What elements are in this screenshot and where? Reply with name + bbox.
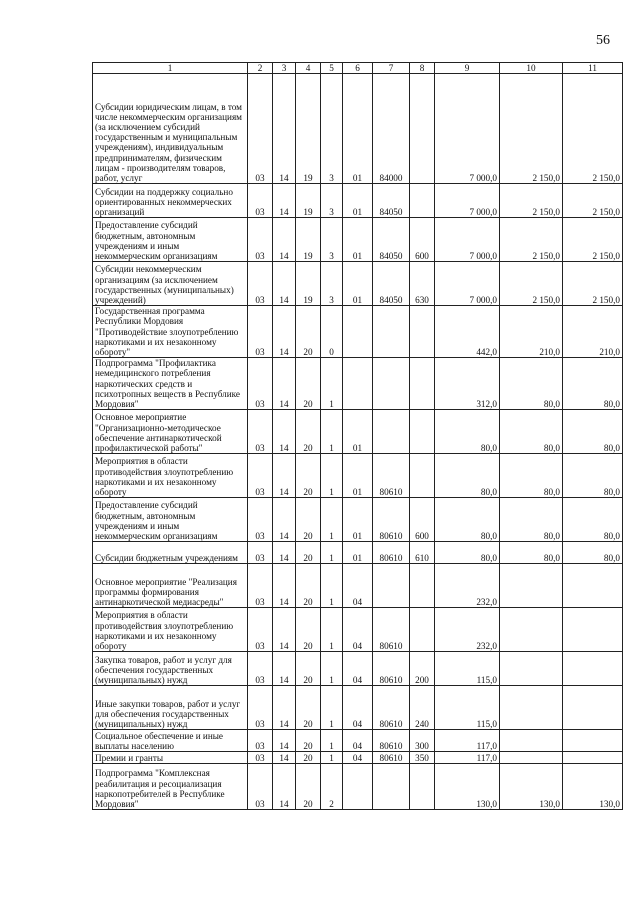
column-5-cell: 2	[321, 764, 343, 810]
column-9-cell: 115,0	[435, 686, 500, 730]
column-4-cell: 19	[296, 74, 321, 184]
column-4-cell: 20	[296, 730, 321, 752]
column-10-cell	[500, 564, 563, 608]
column-4-cell: 19	[296, 184, 321, 218]
column-header-6: 6	[343, 63, 373, 74]
column-2-cell: 03	[248, 358, 273, 410]
column-9-cell: 80,0	[435, 454, 500, 498]
column-3-cell: 14	[273, 652, 296, 686]
column-3-cell: 14	[273, 730, 296, 752]
column-3-cell: 14	[273, 686, 296, 730]
column-3-cell: 14	[273, 218, 296, 262]
column-8-cell	[410, 184, 435, 218]
column-6-cell: 04	[343, 608, 373, 652]
column-11-cell: 210,0	[563, 306, 623, 358]
column-2-cell: 03	[248, 262, 273, 306]
table-row	[93, 262, 623, 306]
header-row	[93, 63, 623, 74]
column-8-cell: 630	[410, 262, 435, 306]
table-row	[93, 358, 623, 410]
column-9-cell: 80,0	[435, 542, 500, 564]
column-4-cell: 20	[296, 454, 321, 498]
column-header-11: 11	[563, 63, 623, 74]
table-body	[93, 74, 623, 810]
column-10-cell: 210,0	[500, 306, 563, 358]
column-2-cell: 03	[248, 184, 273, 218]
column-4-cell: 20	[296, 358, 321, 410]
table-row	[93, 498, 623, 542]
column-7-cell	[373, 358, 410, 410]
row-name-cell: Государственная программа Республики Мордовия "Противодействие злоупотреблению наркотиками и их незаконному обороту"	[93, 306, 248, 358]
column-7-cell: 80610	[373, 608, 410, 652]
column-5-cell: 3	[321, 184, 343, 218]
column-header-9: 9	[435, 63, 500, 74]
column-4-cell: 19	[296, 218, 321, 262]
column-8-cell: 300	[410, 730, 435, 752]
column-3-cell: 14	[273, 454, 296, 498]
column-6-cell: 01	[343, 184, 373, 218]
column-5-cell: 1	[321, 608, 343, 652]
column-2-cell: 03	[248, 218, 273, 262]
column-9-cell: 442,0	[435, 306, 500, 358]
column-8-cell: 610	[410, 542, 435, 564]
column-9-cell: 117,0	[435, 752, 500, 764]
page-number: 56	[596, 33, 610, 48]
column-3-cell: 14	[273, 358, 296, 410]
column-8-cell: 350	[410, 752, 435, 764]
table-row	[93, 608, 623, 652]
table-row	[93, 410, 623, 454]
column-8-cell	[410, 306, 435, 358]
column-2-cell: 03	[248, 454, 273, 498]
column-6-cell: 04	[343, 686, 373, 730]
row-name-cell: Субсидии на поддержку социально ориентированных некоммерческих организаций	[93, 184, 248, 218]
column-10-cell: 80,0	[500, 454, 563, 498]
column-9-cell: 312,0	[435, 358, 500, 410]
column-7-cell	[373, 306, 410, 358]
column-6-cell	[343, 358, 373, 410]
row-name-cell: Мероприятия в области противодействия злоупотреблению наркотиками и их незаконному обороту	[93, 454, 248, 498]
column-5-cell: 3	[321, 218, 343, 262]
column-2-cell: 03	[248, 306, 273, 358]
column-5-cell: 0	[321, 306, 343, 358]
column-4-cell: 20	[296, 752, 321, 764]
row-name-cell: Субсидии некоммерческим организациям (за исключением государственных (муниципальных) учреждений)	[93, 262, 248, 306]
column-9-cell: 80,0	[435, 498, 500, 542]
column-7-cell: 80610	[373, 752, 410, 764]
column-7-cell: 80610	[373, 498, 410, 542]
column-11-cell: 2 150,0	[563, 262, 623, 306]
table-row	[93, 564, 623, 608]
column-2-cell: 03	[248, 652, 273, 686]
column-11-cell: 2 150,0	[563, 218, 623, 262]
column-8-cell	[410, 410, 435, 454]
row-name-cell: Субсидии бюджетным учреждениям	[93, 542, 248, 564]
column-9-cell: 117,0	[435, 730, 500, 752]
column-5-cell: 1	[321, 686, 343, 730]
table-row	[93, 218, 623, 262]
column-2-cell: 03	[248, 608, 273, 652]
column-6-cell: 04	[343, 752, 373, 764]
table-row	[93, 454, 623, 498]
column-header-10: 10	[500, 63, 563, 74]
column-7-cell	[373, 564, 410, 608]
row-name-cell: Предоставление субсидий бюджетным, автономным учреждениям и иным некоммерческим организациям	[93, 218, 248, 262]
column-10-cell: 80,0	[500, 358, 563, 410]
column-8-cell	[410, 764, 435, 810]
column-4-cell: 20	[296, 498, 321, 542]
column-5-cell: 1	[321, 542, 343, 564]
column-5-cell: 1	[321, 498, 343, 542]
table-row	[93, 306, 623, 358]
column-7-cell: 80610	[373, 652, 410, 686]
column-4-cell: 20	[296, 564, 321, 608]
column-7-cell: 80610	[373, 542, 410, 564]
column-10-cell	[500, 730, 563, 752]
row-name-cell: Предоставление субсидий бюджетным, автономным учреждениям и иным некоммерческим организациям	[93, 498, 248, 542]
column-7-cell: 84050	[373, 218, 410, 262]
column-8-cell: 200	[410, 652, 435, 686]
column-2-cell: 03	[248, 730, 273, 752]
column-10-cell: 2 150,0	[500, 218, 563, 262]
row-name-cell: Мероприятия в области противодействия злоупотреблению наркотиками и их незаконному обороту	[93, 608, 248, 652]
column-2-cell: 03	[248, 686, 273, 730]
column-6-cell: 04	[343, 564, 373, 608]
column-5-cell: 1	[321, 454, 343, 498]
column-11-cell: 80,0	[563, 358, 623, 410]
table-row	[93, 730, 623, 752]
column-11-cell	[563, 652, 623, 686]
column-11-cell	[563, 752, 623, 764]
column-5-cell: 1	[321, 410, 343, 454]
column-3-cell: 14	[273, 306, 296, 358]
column-10-cell	[500, 752, 563, 764]
column-11-cell: 2 150,0	[563, 74, 623, 184]
column-3-cell: 14	[273, 262, 296, 306]
column-8-cell	[410, 358, 435, 410]
column-4-cell: 20	[296, 306, 321, 358]
column-3-cell: 14	[273, 764, 296, 810]
budget-table	[92, 62, 623, 810]
column-6-cell	[343, 306, 373, 358]
column-10-cell	[500, 652, 563, 686]
column-7-cell	[373, 764, 410, 810]
column-5-cell: 1	[321, 752, 343, 764]
column-10-cell	[500, 686, 563, 730]
column-11-cell: 80,0	[563, 410, 623, 454]
column-6-cell: 01	[343, 218, 373, 262]
column-11-cell	[563, 608, 623, 652]
column-5-cell: 1	[321, 358, 343, 410]
column-6-cell: 01	[343, 262, 373, 306]
column-6-cell: 01	[343, 542, 373, 564]
column-2-cell: 03	[248, 410, 273, 454]
column-8-cell	[410, 608, 435, 652]
row-name-cell: Подпрограмма "Профилактика немедицинского потребления наркотических средств и психотропных веществ в Республике Мордовия"	[93, 358, 248, 410]
row-name-cell: Закупка товаров, работ и услуг для обеспечения государственных (муниципальных) нужд	[93, 652, 248, 686]
column-5-cell: 1	[321, 730, 343, 752]
column-4-cell: 20	[296, 608, 321, 652]
column-header-8: 8	[410, 63, 435, 74]
column-11-cell: 80,0	[563, 542, 623, 564]
table-row	[93, 686, 623, 730]
column-8-cell	[410, 74, 435, 184]
column-7-cell: 84050	[373, 184, 410, 218]
column-6-cell: 01	[343, 454, 373, 498]
row-name-cell: Подпрограмма "Комплексная реабилитация и ресоциализация наркопотребителей в Республике Мордовия"	[93, 764, 248, 810]
column-8-cell: 600	[410, 498, 435, 542]
column-header-5: 5	[321, 63, 343, 74]
column-3-cell: 14	[273, 608, 296, 652]
column-9-cell: 232,0	[435, 608, 500, 652]
column-4-cell: 19	[296, 262, 321, 306]
column-3-cell: 14	[273, 410, 296, 454]
row-name-cell: Основное мероприятие "Организационно-методическое обеспечение антинаркотической профилактической работы"	[93, 410, 248, 454]
column-8-cell	[410, 454, 435, 498]
column-6-cell	[343, 764, 373, 810]
column-header-2: 2	[248, 63, 273, 74]
column-header-3: 3	[273, 63, 296, 74]
column-2-cell: 03	[248, 764, 273, 810]
column-2-cell: 03	[248, 74, 273, 184]
column-7-cell: 80610	[373, 686, 410, 730]
column-2-cell: 03	[248, 498, 273, 542]
row-name-cell: Социальное обеспечение и иные выплаты населению	[93, 730, 248, 752]
column-4-cell: 20	[296, 652, 321, 686]
column-11-cell: 80,0	[563, 498, 623, 542]
row-name-cell: Иные закупки товаров, работ и услуг для обеспечения государственных (муниципальных) нужд	[93, 686, 248, 730]
column-6-cell: 01	[343, 74, 373, 184]
table-row	[93, 764, 623, 810]
column-header-7: 7	[373, 63, 410, 74]
column-6-cell: 01	[343, 410, 373, 454]
column-3-cell: 14	[273, 564, 296, 608]
column-6-cell: 01	[343, 498, 373, 542]
column-3-cell: 14	[273, 74, 296, 184]
column-header-1: 1	[93, 63, 248, 74]
column-11-cell: 130,0	[563, 764, 623, 810]
column-11-cell	[563, 686, 623, 730]
column-10-cell: 130,0	[500, 764, 563, 810]
column-11-cell: 2 150,0	[563, 184, 623, 218]
column-8-cell: 240	[410, 686, 435, 730]
column-10-cell: 80,0	[500, 410, 563, 454]
column-10-cell: 80,0	[500, 498, 563, 542]
column-6-cell: 04	[343, 730, 373, 752]
column-10-cell: 2 150,0	[500, 184, 563, 218]
column-9-cell: 7 000,0	[435, 218, 500, 262]
column-8-cell	[410, 564, 435, 608]
table-row	[93, 542, 623, 564]
column-9-cell: 7 000,0	[435, 184, 500, 218]
column-10-cell: 80,0	[500, 542, 563, 564]
row-name-cell: Основное мероприятие "Реализация программы формирования антинаркотической медиасреды"	[93, 564, 248, 608]
table-row	[93, 184, 623, 218]
column-2-cell: 03	[248, 542, 273, 564]
column-7-cell	[373, 410, 410, 454]
column-3-cell: 14	[273, 184, 296, 218]
column-7-cell: 84000	[373, 74, 410, 184]
row-name-cell: Премии и гранты	[93, 752, 248, 764]
column-header-4: 4	[296, 63, 321, 74]
column-7-cell: 80610	[373, 454, 410, 498]
column-9-cell: 130,0	[435, 764, 500, 810]
column-7-cell: 80610	[373, 730, 410, 752]
column-4-cell: 20	[296, 410, 321, 454]
table-row	[93, 74, 623, 184]
column-5-cell: 3	[321, 74, 343, 184]
column-3-cell: 14	[273, 498, 296, 542]
column-9-cell: 232,0	[435, 564, 500, 608]
column-4-cell: 20	[296, 686, 321, 730]
column-2-cell: 03	[248, 752, 273, 764]
column-10-cell: 2 150,0	[500, 262, 563, 306]
column-9-cell: 80,0	[435, 410, 500, 454]
column-5-cell: 1	[321, 652, 343, 686]
column-10-cell	[500, 608, 563, 652]
column-11-cell	[563, 730, 623, 752]
column-7-cell: 84050	[373, 262, 410, 306]
column-11-cell: 80,0	[563, 454, 623, 498]
column-3-cell: 14	[273, 542, 296, 564]
column-4-cell: 20	[296, 542, 321, 564]
column-11-cell	[563, 564, 623, 608]
column-9-cell: 115,0	[435, 652, 500, 686]
column-9-cell: 7 000,0	[435, 262, 500, 306]
row-name-cell: Субсидии юридическим лицам, в том числе некоммерческим организациям (за исключением субсидий государственным и муниципальным учреждениям), индивидуальным предпринимателям, физическим лицам - производителям товаров, работ, услуг	[93, 74, 248, 184]
column-5-cell: 3	[321, 262, 343, 306]
column-10-cell: 2 150,0	[500, 74, 563, 184]
column-4-cell: 20	[296, 764, 321, 810]
column-6-cell: 04	[343, 652, 373, 686]
table-row	[93, 652, 623, 686]
column-2-cell: 03	[248, 564, 273, 608]
column-3-cell: 14	[273, 752, 296, 764]
column-5-cell: 1	[321, 564, 343, 608]
table-row	[93, 752, 623, 764]
column-8-cell: 600	[410, 218, 435, 262]
column-9-cell: 7 000,0	[435, 74, 500, 184]
